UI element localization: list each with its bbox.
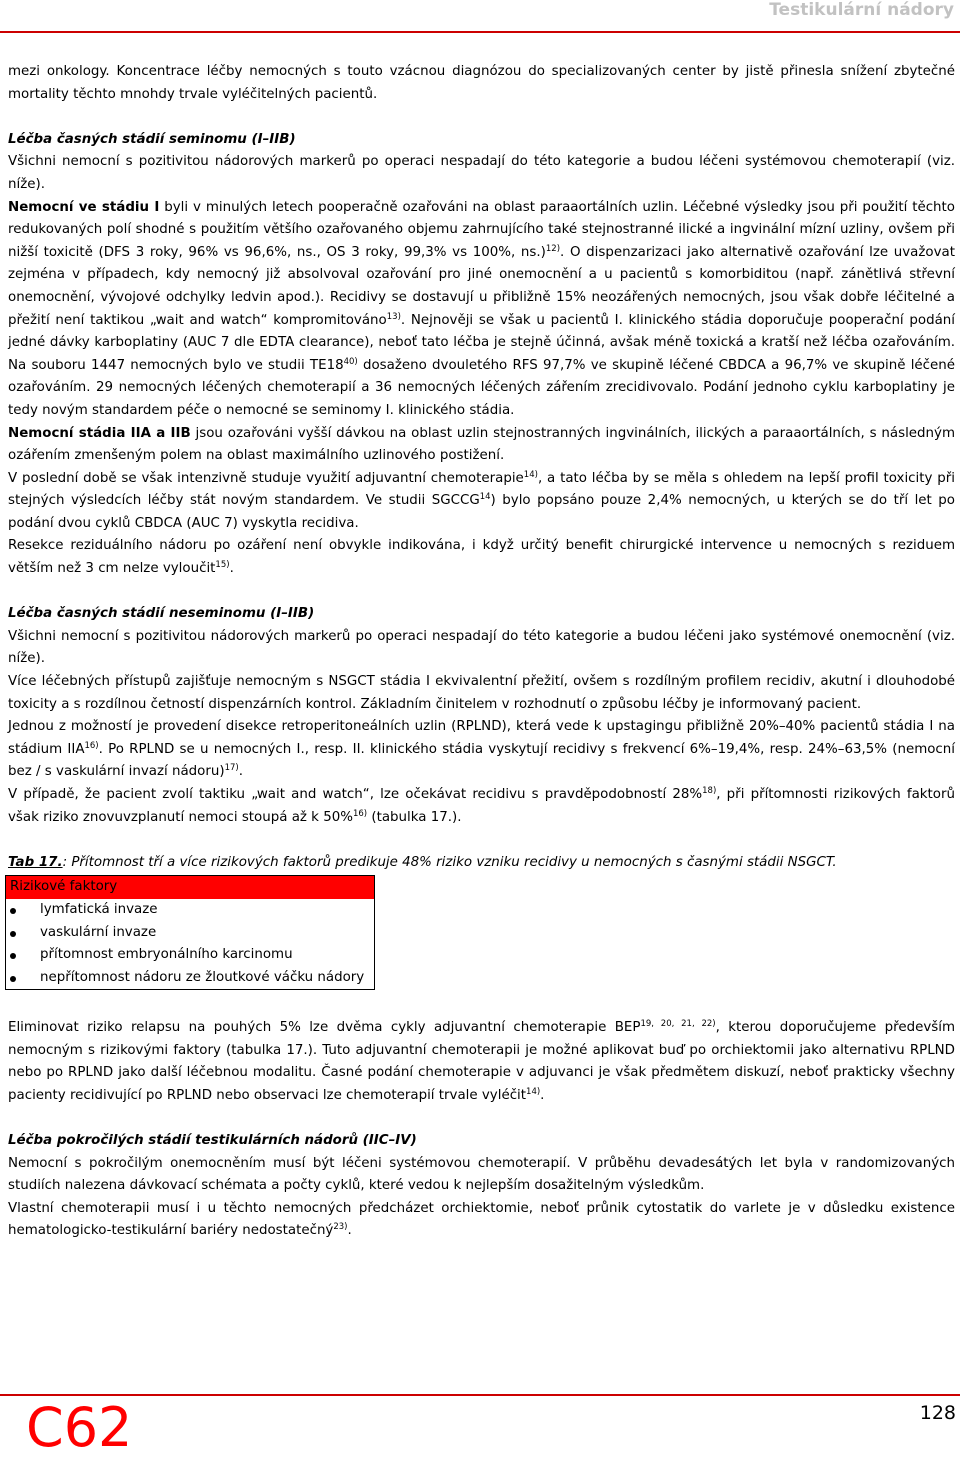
paragraph: V poslední době se však intenzivně studuje využití adjuvantní chemoterapie$^{14)}$, a tato léčba by se měla s ohledem na lepší profil toxicity při stejných výsledcích léčby stát novým standardem. Ve studii SGCCG$^{14}$) bylo popsáno pouze 2,4% nemocných, u kterých se do tří let po podání dvou cyklů CBDCA (AUC 7) vyskytla recidiva. xyxy=(8,469,955,531)
paragraph: V případě, že pacient zvolí taktiku „wait and watch“, lze očekávat recidivu s pravděpodobností 28%$^{18)}$, při přítomnosti rizikových faktorů však riziko znovuvzplanutí nemoci stoupá až k 50%$^{16)}$ (tabulka 17.). xyxy=(8,786,955,825)
paragraph: Všichni nemocní s pozitivitou nádorových markerů po operaci nespadají do této kategorie a budou léčeni systémovou chemoterapií (viz. níže). xyxy=(8,154,955,192)
list-item: lymfatická invaze xyxy=(6,899,368,922)
citation: 16) xyxy=(84,740,99,751)
list-item: přítomnost embryonálního karcinomu xyxy=(6,944,368,967)
section-heading-advanced: Léčba pokročilých stádií testikulárních nádorů (IIC–IV) xyxy=(8,1132,417,1148)
diagnosis-code: C62 xyxy=(26,1396,133,1459)
paragraph: Resekce reziduálního nádoru po ozáření není obvykle indikována, i když určitý benefit chirurgické intervence u nemocných s reziduem větším než 3 cm nelze vyloučit$^{15)}$. xyxy=(8,538,955,577)
paragraph: Nemocní stádia IIA a IIB jsou ozařováni vyšší dávkou na oblast uzlin stejnostranných ingvinálních, ilických a paraaortálních, s následným ozářením zmenšeným polem na oblast maximálního uzlinového postižení. xyxy=(8,425,955,464)
paragraph: Nemocní ve stádiu I byli v minulých letech pooperačně ozařováni na oblast paraaortálních uzlin. Léčebné výsledky jsou při použití těchto redukovaných polí shodné s použitím většího ozařovaného objemu zahrnujícího také stejnostranné ilické a ingvinální mízní uzliny, ovšem při nižší toxicitě (DFS 3 roky, 96% vs 96,6%, ns., OS 3 roky, 99,3% vs 100%, ns.)$^{12)}$. O dispenzarizaci jako alternativě ozařování lze uvažovat zejména v případech, kdy nemocný již absolvoval ozařování pro jiné onemocnění a u pacientů s komorbiditou (např. zánětlivá střevní onemocnění, vývojové odchylky ledvin apod.). Recidivy se dostavují u přibližně 15% neozářených nemocných, jsou však dobře léčitelné a přežití není taktikou „wait and watch“ kompromitováno$^{13)}$. Nejnověji se však u pacientů I. klinického stádia doporučuje pooperační podání jedné dávky karboplatiny (AUC 7 dle EDTA clearance), neboť tato léčba je stejně účinná, avšak méně toxická a kratší než léčba ozařováním. Na souboru 1447 nemocných bylo ve studii TE18$^{40)}$ dosaženo dvouletého RFS 97,7% ve skupině léčené CBDCA a 96,7% ve skupině léčené ozařováním. 29 nemocných léčených chemoterapií a 36 nemocných léčených zářením zrecidivovalo. Podání jednoho cyklu karboplatiny je tedy novým standardem péče o nemocné se seminomy I. klinického stádia. xyxy=(8,199,955,418)
intro-paragraph: mezi onkology. Koncentrace léčby nemocných s touto vzácnou diagnózou do specializovaných center by jistě přinesla snížení zbytečné mortality těchto mnohdy trvale vyléčitelných pacientů. xyxy=(8,64,955,102)
paragraph: Všichni nemocní s pozitivitou nádorových markerů po operaci nespadají do této kategorie a budou léčeni jako systémové onemocnění (viz. níže). xyxy=(8,628,955,667)
bold-term: Nemocní stádia IIA a IIB xyxy=(8,425,191,441)
citation: 19, 20, 21, 22) xyxy=(640,1018,716,1029)
citation: 16) xyxy=(352,808,368,819)
list-item: vaskulární invaze xyxy=(6,922,368,945)
paragraph: Eliminovat riziko relapsu na pouhých 5% lze dvěma cykly adjuvantní chemoterapie BEP$^{19, 20, 21, 22)}$, kterou doporučujeme především nemocným s rizikovými faktory (tabulka 17.). Tuto adjuvantní chemoterapii je možné aplikovat buď po orchiektomii jako alternativu RPLND nebo po RPLND jako další léčebnou modalitu. Časné podání chemoterapie v adjuvanci je však předmětem diskuzí, neboť prakticky všechny pacienty recidivující po RPLND nebo observaci lze chemoterapií trvale vyléčit$^{14)}$. xyxy=(8,1018,955,1103)
paragraph: Jednou z možností je provedení disekce retroperitoneálních uzlin (RPLND), která vede k upstagingu přibližně 20%–40% pacientů stádia I na stádium IIA$^{16)}$. Po RPLND se u nemocných I., resp. II. klinického stádia vyskytují recidivy s frekvencí 6%–19,4%, resp. 24%–63,5% (nemocní bez / s vaskulární invazí nádoru)$^{17)}$. xyxy=(8,719,956,780)
list-item: nepřítomnost nádoru ze žloutkové váčku nádory xyxy=(6,967,368,990)
citation: 40) xyxy=(343,356,358,367)
bold-term: Nemocní ve stádiu I xyxy=(8,199,160,215)
header-rule xyxy=(0,31,960,33)
section-heading-seminoma: Léčba časných stádií seminomu (I–IIB) xyxy=(8,131,296,147)
citation: 18) xyxy=(702,786,717,796)
citation: 17) xyxy=(224,763,239,774)
citation: 15) xyxy=(215,560,230,571)
footer-rule xyxy=(0,1394,960,1396)
citation: 14 xyxy=(479,492,491,503)
citation: 12) xyxy=(545,243,561,254)
running-header-title: Testikulární nádory xyxy=(769,0,954,20)
risk-factors-table xyxy=(5,875,375,990)
risk-factors-header: Rizikové faktory xyxy=(6,876,374,899)
risk-factors-list xyxy=(6,899,374,989)
table-label: Tab 17. xyxy=(8,854,63,870)
paragraph: Více léčebných přístupů zajišťuje nemocným s NSGCT stádia I ekvivalentní přežití, ovšem s rozdílným profilem recidiv, akutní i dlouhodobé toxicity a s rozdílnou četností dispenzárních kontrol. Základním činitelem v rozhodnutí o způsobu léčby je informovaný pacient. xyxy=(8,674,955,712)
citation: 14) xyxy=(523,469,538,480)
citation: 13) xyxy=(386,311,401,322)
citation: 23) xyxy=(333,1222,348,1233)
citation: 14) xyxy=(526,1086,541,1097)
paragraph: Nemocní s pokročilým onemocněním musí být léčeni systémovou chemoterapií. V průběhu devadesátých let byla v randomizovaných studiích nalezena dávkovací schémata a počty cyklů, které vedou k nejlepším dosažitelným výsledkům. xyxy=(8,1155,955,1194)
table-caption: Tab 17.: Přítomnost tří a více rizikových faktorů predikuje 48% riziko vzniku recidivy u nemocných s časnými stádii NSGCT. xyxy=(8,854,837,870)
page-number: 128 xyxy=(919,1402,956,1424)
paragraph: Vlastní chemoterapii musí i u těchto nemocných předcházet orchiektomie, neboť průnik cytostatik do varlete je v důsledku existence hematologicko-testikulární bariéry nedostatečný$^{23)}$. xyxy=(8,1200,955,1239)
section-heading-nonseminoma: Léčba časných stádií neseminomu (I–IIB) xyxy=(8,606,315,622)
page-content xyxy=(8,61,955,1243)
